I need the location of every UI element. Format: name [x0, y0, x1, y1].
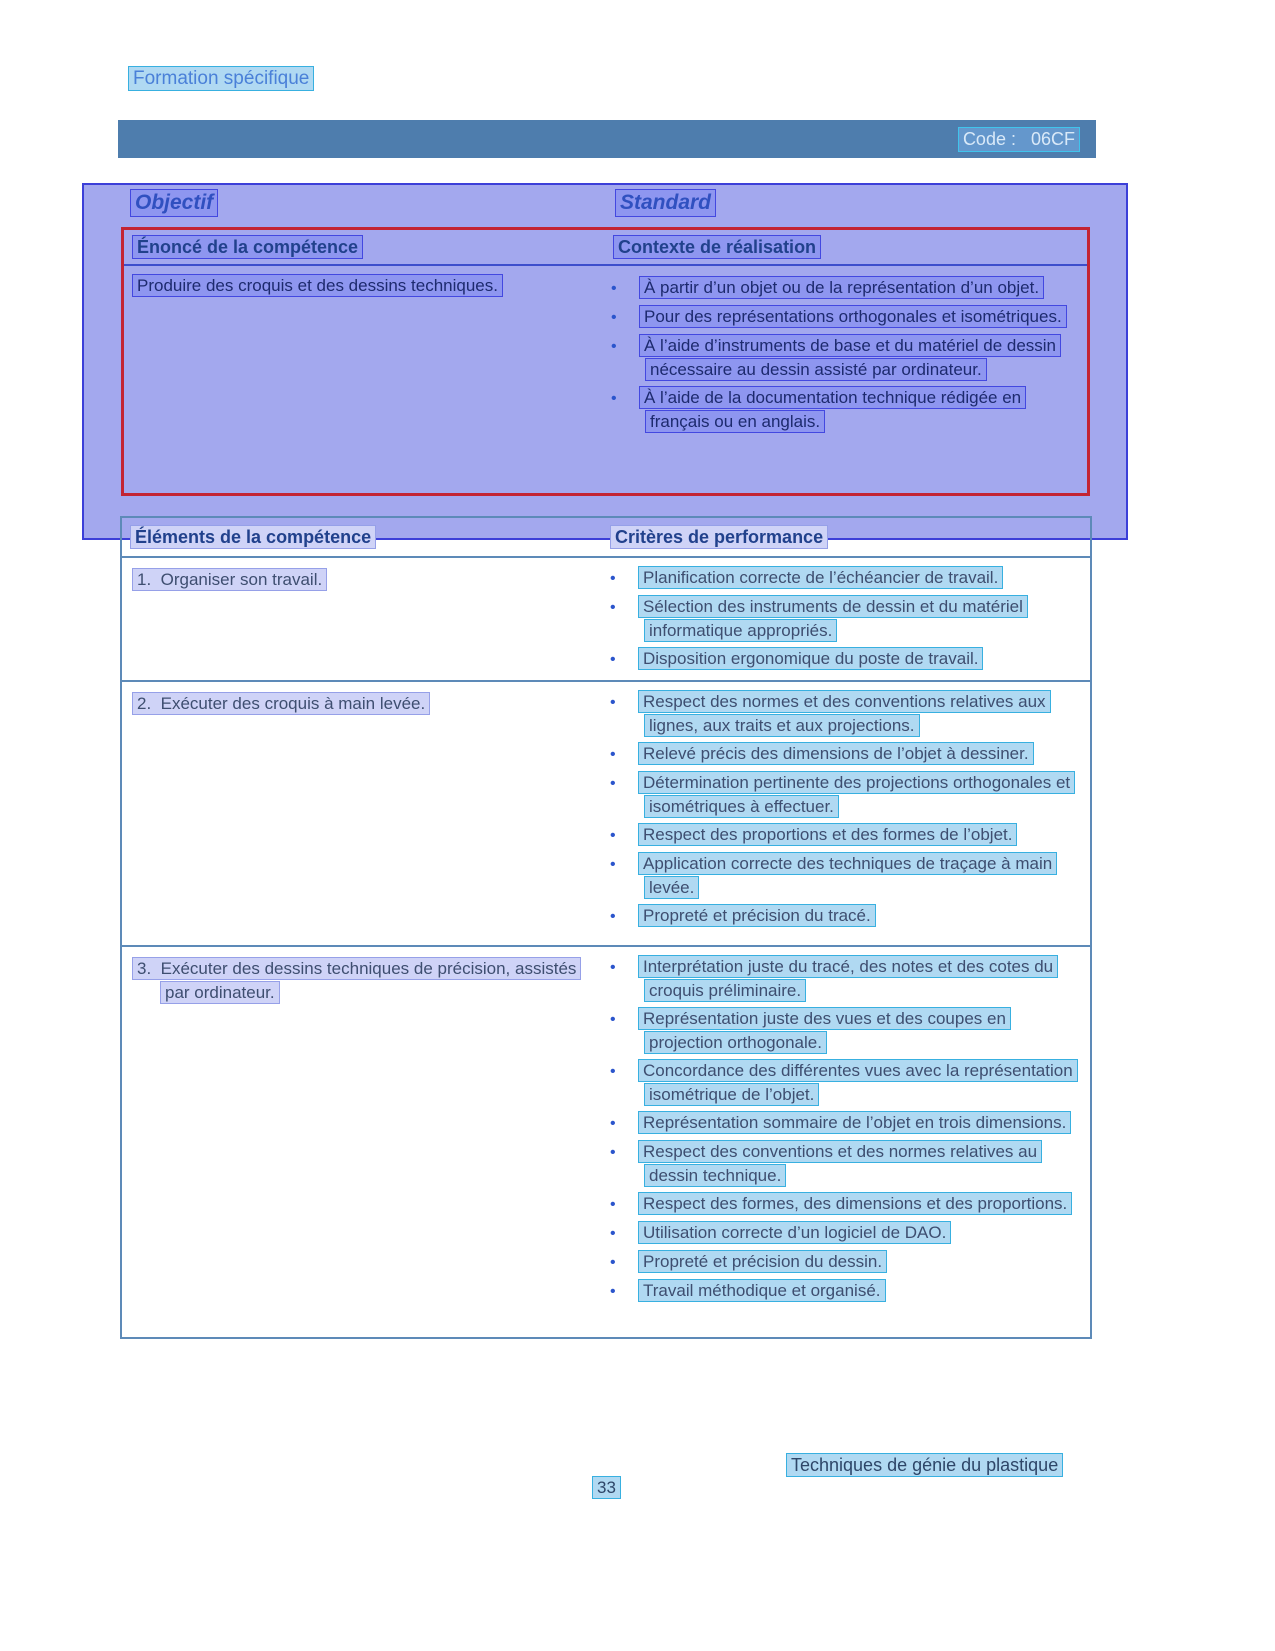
- bullet-icon: •: [610, 599, 616, 616]
- bullet-icon: •: [610, 1011, 616, 1028]
- competence-row: [122, 945, 1090, 1337]
- bullet-icon: •: [610, 1115, 616, 1132]
- element-cell: [122, 690, 610, 941]
- bullet-item: [610, 1279, 1076, 1303]
- bullet-text: Respect des formes, des dimensions et des proportions.: [638, 1192, 1072, 1215]
- competence-context-table: [121, 227, 1090, 496]
- bullet-icon: •: [610, 1254, 616, 1271]
- table1-header-cell-contexte: [611, 237, 1087, 258]
- bullet-item: [610, 1192, 1076, 1216]
- footer-program-text: Techniques de génie du plastique: [786, 1453, 1063, 1477]
- bullet-text: À partir d’un objet ou de la représentation d’un objet.: [639, 276, 1044, 299]
- criteria-list: [610, 566, 1090, 676]
- criteria-list: [610, 955, 1090, 1333]
- selection-overlay: [82, 183, 1128, 540]
- element-cell: [122, 955, 610, 1333]
- bullet-text: Propreté et précision du dessin.: [638, 1250, 887, 1273]
- bullet-item: [610, 742, 1076, 766]
- bullet-item: [611, 305, 1075, 329]
- element-label: 3. Exécuter des dessins techniques de précision, assistés par ordinateur.: [132, 957, 581, 1004]
- bullet-text: Interprétation juste du tracé, des notes et des cotes du croquis préliminaire.: [638, 955, 1058, 1002]
- table1-col2-header: Contexte de réalisation: [613, 235, 821, 259]
- bullet-item: [610, 1221, 1076, 1245]
- bullet-item: [611, 386, 1075, 433]
- table1-header-cell-enonce: [124, 237, 611, 258]
- bullet-text: Relevé précis des dimensions de l’objet à dessiner.: [638, 742, 1034, 765]
- statement-text: Produire des croquis et des dessins techniques.: [132, 274, 503, 297]
- bullet-text: Respect des conventions et des normes relatives au dessin technique.: [638, 1140, 1042, 1187]
- bullet-icon: •: [610, 908, 616, 925]
- bullet-item: [610, 1111, 1076, 1135]
- bullet-text: À l’aide d’instruments de base et du matériel de dessin nécessaire au dessin assisté par ordinateur.: [639, 334, 1061, 381]
- code-label: Code : 06CF: [958, 127, 1080, 152]
- bullet-item: [610, 1059, 1076, 1106]
- bullet-icon: •: [610, 775, 616, 792]
- bullet-item: [610, 647, 1076, 671]
- bullet-text: Propreté et précision du tracé.: [638, 904, 876, 927]
- bullet-icon: •: [611, 390, 617, 407]
- context-list: [611, 276, 1087, 438]
- bullet-icon: •: [610, 570, 616, 587]
- section-title: Formation spécifique: [128, 66, 314, 91]
- bullet-text: Utilisation correcte d’un logiciel de DAO.: [638, 1221, 951, 1244]
- footer-program: [786, 1455, 1063, 1476]
- table1-header-row: [124, 230, 1087, 266]
- bullet-item: [610, 955, 1076, 1002]
- bullet-text: À l’aide de la documentation technique rédigée en français ou en anglais.: [639, 386, 1026, 433]
- competence-row: [122, 558, 1090, 680]
- bullet-icon: •: [610, 1225, 616, 1242]
- bullet-text: Représentation juste des vues et des coupes en projection orthogonale.: [638, 1007, 1011, 1054]
- bullet-item: [610, 771, 1076, 818]
- footer-page-number: [592, 1478, 621, 1498]
- bullet-text: Application correcte des techniques de traçage à main levée.: [638, 852, 1057, 899]
- bullet-text: Pour des représentations orthogonales et isométriques.: [639, 305, 1067, 328]
- bullet-item: [610, 595, 1076, 642]
- bullet-icon: •: [610, 746, 616, 763]
- bullet-icon: •: [610, 1144, 616, 1161]
- bullet-icon: •: [611, 309, 617, 326]
- table2-col2-header: Critères de performance: [610, 525, 828, 549]
- table1-body-row: [124, 266, 1087, 438]
- bullet-text: Travail méthodique et organisé.: [638, 1279, 886, 1302]
- bullet-icon: •: [610, 856, 616, 873]
- bullet-icon: •: [610, 651, 616, 668]
- statement-cell: [124, 276, 611, 438]
- bullet-text: Concordance des différentes vues avec la représentation isométrique de l’objet.: [638, 1059, 1078, 1106]
- bullet-icon: •: [610, 1063, 616, 1080]
- table2-col1-header: Éléments de la compétence: [130, 525, 376, 549]
- bullet-icon: •: [610, 959, 616, 976]
- bullet-icon: •: [610, 694, 616, 711]
- bullet-item: [610, 852, 1076, 899]
- bullet-text: Représentation sommaire de l’objet en trois dimensions.: [638, 1111, 1071, 1134]
- element-label: 2. Exécuter des croquis à main levée.: [132, 692, 430, 715]
- footer-page-number-text: 33: [592, 1476, 621, 1499]
- bullet-item: [610, 1007, 1076, 1054]
- bullet-icon: •: [611, 280, 617, 297]
- bullet-text: Sélection des instruments de dessin et du matériel informatique appropriés.: [638, 595, 1028, 642]
- bullet-item: [611, 276, 1075, 300]
- bullet-text: Planification correcte de l’échéancier de travail.: [638, 566, 1003, 589]
- bullet-item: [611, 334, 1075, 381]
- table2-header-cell-elements: [122, 527, 610, 548]
- bullet-icon: •: [610, 1283, 616, 1300]
- table2-header-row: [122, 518, 1090, 558]
- bullet-text: Disposition ergonomique du poste de travail.: [638, 647, 983, 670]
- bullet-text: Détermination pertinente des projections orthogonales et isométriques à effectuer.: [638, 771, 1075, 818]
- bullet-item: [610, 1140, 1076, 1187]
- competence-row: [122, 680, 1090, 945]
- bullet-item: [610, 823, 1076, 847]
- code-banner: [118, 120, 1096, 158]
- bullet-item: [610, 1250, 1076, 1274]
- bullet-text: Respect des proportions et des formes de l’objet.: [638, 823, 1017, 846]
- section-heading: [128, 68, 314, 90]
- table2-header-cell-criteres: [610, 527, 1090, 548]
- bullet-item: [610, 690, 1076, 737]
- table1-col1-header: Énoncé de la compétence: [132, 235, 363, 259]
- bullet-icon: •: [611, 338, 617, 355]
- bullet-item: [610, 566, 1076, 590]
- element-label: 1. Organiser son travail.: [132, 568, 327, 591]
- criteria-list: [610, 690, 1090, 941]
- objectif-heading: Objectif: [130, 189, 218, 217]
- bullet-item: [610, 904, 1076, 928]
- element-cell: [122, 566, 610, 676]
- bullet-icon: •: [610, 827, 616, 844]
- table2-rows: [122, 558, 1090, 1337]
- bullet-icon: •: [610, 1196, 616, 1213]
- bullet-text: Respect des normes et des conventions relatives aux lignes, aux traits et aux projections.: [638, 690, 1051, 737]
- elements-criteria-table: [120, 516, 1092, 1339]
- standard-heading: Standard: [615, 189, 716, 217]
